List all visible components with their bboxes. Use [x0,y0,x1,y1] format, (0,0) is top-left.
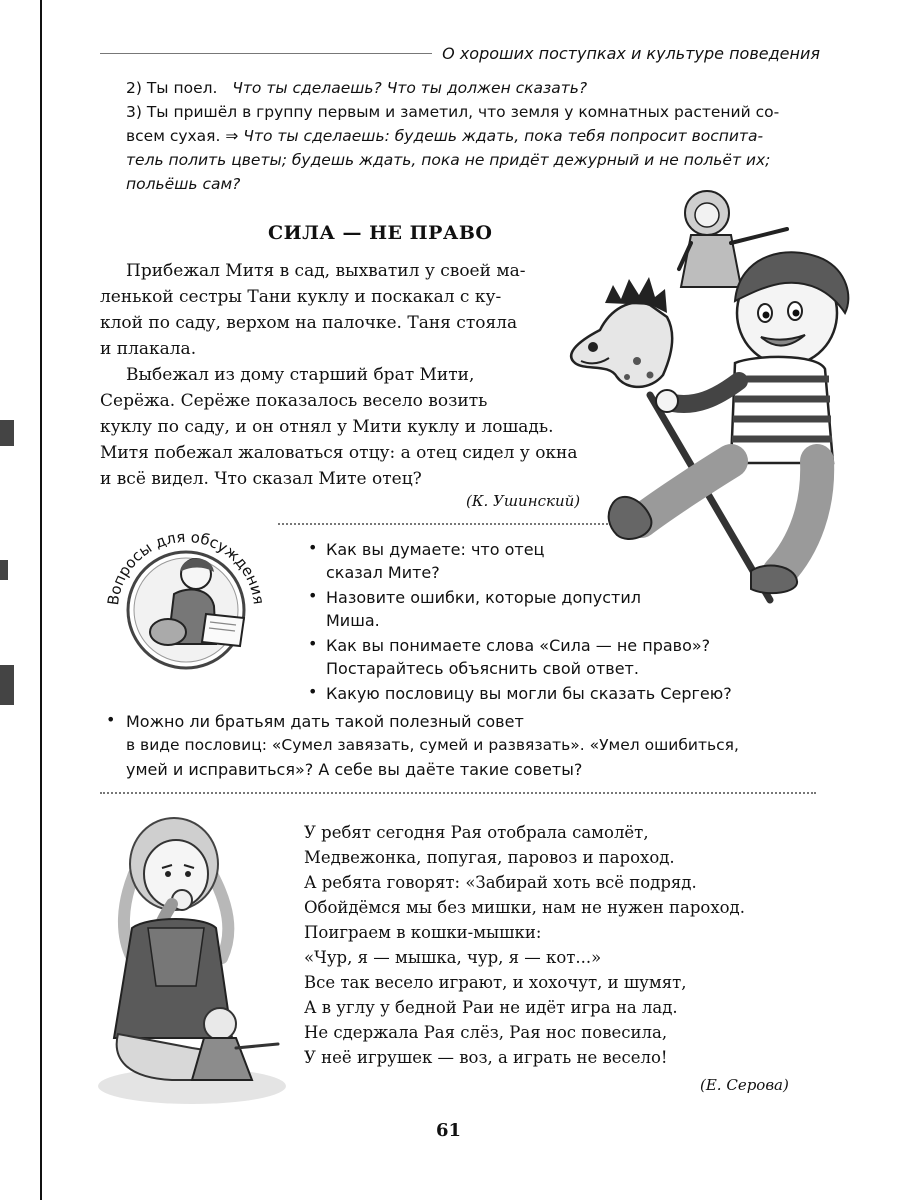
dotted-divider [278,523,608,525]
story-line: и всё видел. Что сказал Мите отец? [100,469,422,489]
question-3-line-2: Постарайтесь объяснить свой ответ. [326,659,639,678]
question-5-line-2: в виде пословиц: «Сумел завязать, сумей и развязать». «Умел ошибиться, [126,736,739,754]
task-3-line-2-plain: всем сухая. ⇒ [126,127,239,145]
task-2 [126,76,826,100]
story-line: ленькой сестры Тани куклу и поскакал с ку- [100,287,502,307]
binding-mark [0,420,14,446]
task-3-line-1: 3) Ты пришёл в группу первым и заметил, что земля у комнатных растений со- [126,103,780,121]
poem-line: Поиграем в кошки-мышки: [304,923,542,942]
running-head-text: О хороших поступках и культуре поведения [442,43,820,63]
story-line: Серёжа. Серёже показалось весело возить [100,391,488,411]
question-3-line-1: Как вы понимаете слова «Сила — не право»? [326,636,711,655]
bullet-icon: • [308,634,318,653]
running-head [100,40,820,66]
binding-line [40,0,42,1200]
task-3-line-2-italic: Что ты сделаешь: будешь ждать, пока тебя попросит воспита- [243,127,764,145]
poem-line: «Чур, я — мышка, чур, я — кот...» [304,948,602,967]
poem-author: (Е. Серова) [700,1076,789,1094]
story-line: Прибежал Митя в сад, выхватил у своей ма- [126,261,526,281]
story-line: клой по саду, верхом на палочке. Таня стояла [100,313,518,333]
story-title: СИЛА — НЕ ПРАВО [268,222,493,244]
question-5-line-1: Можно ли братьям дать такой полезный совет [126,712,524,731]
task-3-line-2 [126,124,826,148]
binding-mark [0,665,14,705]
bullet-icon: • [308,682,318,701]
story-line: куклу по саду, и он отнял у Мити куклу и лошадь. [100,417,554,437]
task-2-question: Что ты сделаешь? Что ты должен сказать? [232,79,588,97]
question-2-line-1: Назовите ошибки, которые допустил [326,588,641,607]
question-1-line-1: Как вы думаете: что отец [326,540,545,559]
poem-line: А в углу у бедной Раи не идёт игра на лад. [304,998,678,1017]
poem-line: Не сдержала Рая слёз, Рая нос повесила, [304,1023,668,1042]
bullet-icon: • [308,586,318,605]
girl-with-doll-illustration [92,808,292,1108]
bullet-icon: • [106,710,116,729]
poem-line: Все так весело играют, и хохочут, и шумят, [304,973,687,992]
discussion-badge-label: Вопросы для обсуждения [104,527,268,607]
page-number: 61 [436,1120,462,1141]
story-line: Митя побежал жаловаться отцу: а отец сидел у окна [100,443,578,463]
running-head-rule [100,53,432,54]
poem-line: У неё игрушек — воз, а играть не весело! [304,1048,668,1067]
discussion-badge [98,514,273,689]
question-4-line-1: Какую пословицу вы могли бы сказать Сергею? [326,684,732,703]
poem-line: А ребята говорят: «Забирай хоть всё подряд. [304,873,697,892]
binding-mark [0,560,8,580]
story-author: (К. Ушинский) [466,492,581,510]
poem-line: Медвежонка, попугая, паровоз и пароход. [304,848,675,867]
task-2-prefix: 2) Ты поел. [126,79,218,97]
task-3-line-4: польёшь сам? [126,175,241,193]
story-line: и плакала. [100,339,197,359]
bullet-icon: • [308,538,318,557]
task-3-line-3: тель полить цветы; будешь ждать, пока не придёт дежурный и не польёт их; [126,151,771,169]
story-line: Выбежал из дому старший брат Мити, [126,365,475,385]
boy-hobby-horse-illustration [555,185,875,605]
question-2-line-2: Миша. [326,611,380,630]
dotted-divider [100,792,816,794]
question-5-line-3: умей и исправиться»? А себе вы даёте такие советы? [126,760,583,779]
poem-line: Обойдёмся мы без мишки, нам не нужен пароход. [304,898,745,917]
poem-line: У ребят сегодня Рая отобрала самолёт, [304,823,649,842]
question-1-line-2: сказал Мите? [326,563,440,582]
